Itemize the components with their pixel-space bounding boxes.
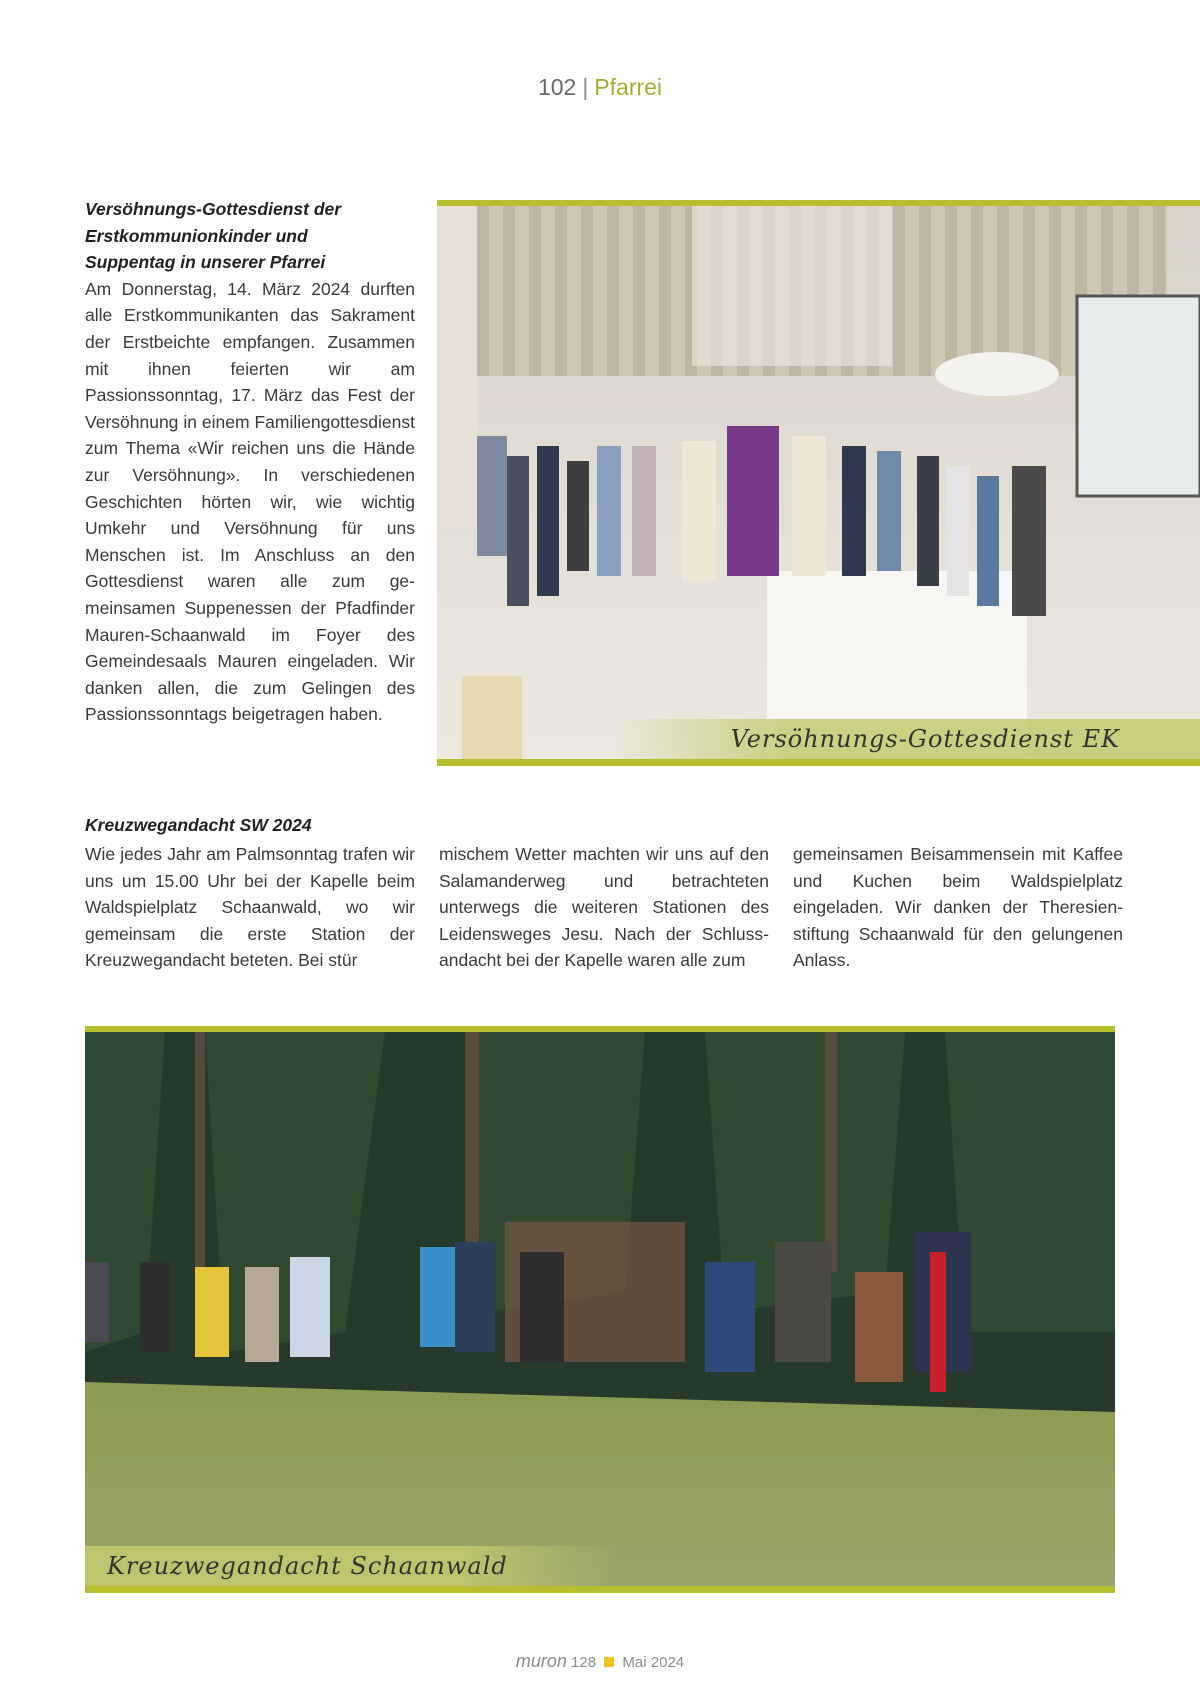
article-title: Kreuzwegandacht SW 2024 — [85, 815, 312, 835]
issue-number: 128 — [571, 1654, 597, 1671]
page-header — [0, 74, 1200, 101]
title-line: Versöhnungs-Gottesdienst der — [85, 199, 342, 219]
text-column: gemeinsamen Beisammensein mit Kaffee und Kuchen beim Waldspielplatz eingeladen. Wir danken der Theresienstiftung Schaanwald für den gelungenen Anlass. — [793, 844, 1123, 971]
title-line: Suppentag in unserer Pfarrei — [85, 252, 326, 273]
text-column: mischem Wetter machten wir uns auf den Salamanderweg und betrachteten unterwegs die weiteren Stationen des Leidensweges Jesu. Nach der Schlussandacht bei der Kapelle waren alle zum — [439, 844, 769, 971]
article-versoehnung — [85, 196, 415, 728]
page-footer — [0, 1651, 1200, 1672]
forest-photo-image — [85, 1032, 1115, 1586]
text-column: Wie jedes Jahr am Palmsonntag trafen wir uns um 15.00 Uhr bei der Kapelle beim Waldspielplatz Schaanwald, wo wir gemeinsam die erste Station der Kreuzwegandacht beteten. Bei stür — [85, 844, 415, 971]
church-photo-image — [437, 206, 1200, 759]
magazine-brand: muron — [515, 1651, 567, 1671]
forest-procession-photo — [85, 1026, 1115, 1593]
article-body: Am Donnerstag, 14. März 2024 durften alle Erstkommunikanten das Sakrament der Erstbeichte empfangen. Zusammen mit ihnen feierten wir am Passionssonntag, 17. März das Fest der Versöhnung in einem Familiengottesdienst zum Thema «Wir reichen uns die Hände zur Versöhnung». In verschiedenen Geschichten hörten wir, wie wichtig Umkehr und Versöhnung für uns Menschen ist. Im Anschluss an den Gottesdienst waren alle zum gemeinsamen Suppenessen der Pfadfinder Mauren-Schaanwald im Foyer des Gemeindesaals Mauren eingeladen. Wir danken allen, die zum Gelingen des Passionssonntags beigetragen haben. — [85, 278, 415, 725]
article-kreuzweg-body — [85, 841, 1125, 974]
title-line: Erstkommunionkinder und — [85, 225, 308, 246]
church-photo — [437, 200, 1200, 766]
square-icon — [604, 1657, 614, 1667]
page-number: 102 — [537, 74, 577, 100]
article-title — [85, 196, 415, 276]
issue-date: Mai 2024 — [622, 1654, 685, 1671]
section-title: Pfarrei — [594, 74, 663, 100]
header-separator: | — [582, 74, 589, 100]
photo-caption: Kreuzwegandacht Schaanwald — [85, 1546, 618, 1586]
photo-caption: Versöhnungs-Gottesdienst EK — [611, 719, 1200, 759]
